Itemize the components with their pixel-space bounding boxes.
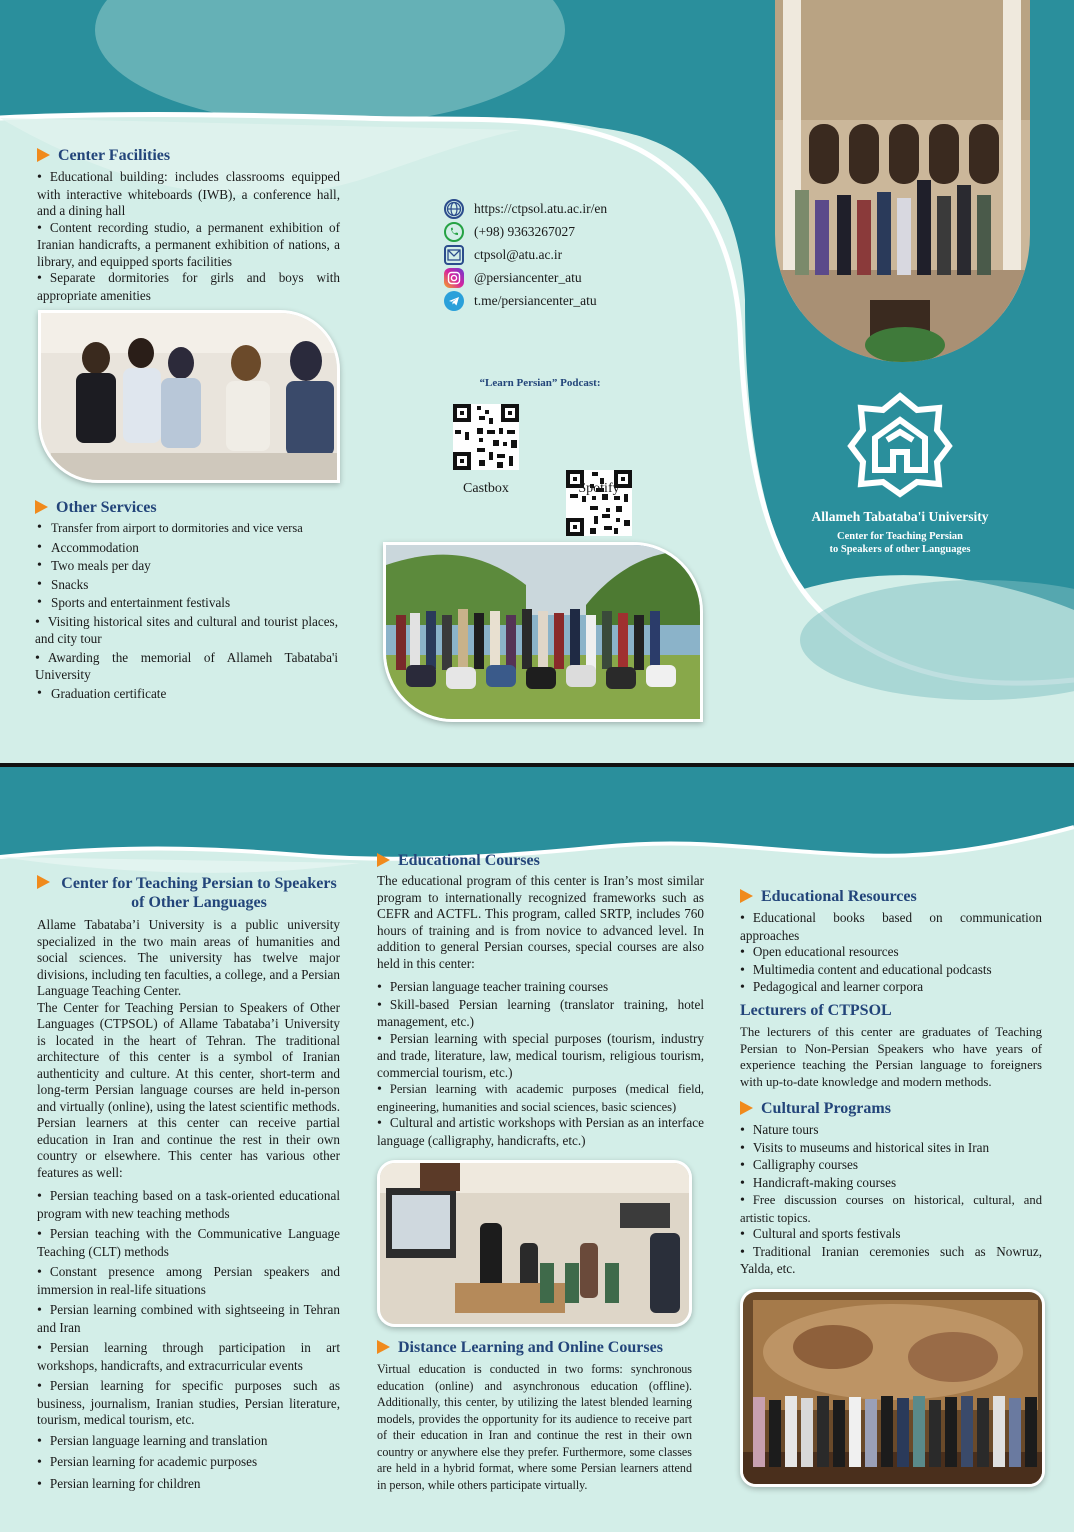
website-link[interactable]: https://ctpsol.atu.ac.ir/en — [474, 200, 608, 216]
services-list-continued — [35, 614, 338, 684]
distance-paragraph: Virtual education is conducted in two forms: synchronous education (online) and asynchronous education (offline). Additionally, this center, by utilizing the latest blended learning models, provides the opportunity for its audience to receive part of their education in Iran and continue the rest in their own country or anywhere else they prefer. Furthermore, some classes are held in a hybrid format, where some Persian learners attend in person, while others participate virtually. — [377, 1362, 692, 1492]
spotify-label: Spotify — [578, 481, 620, 496]
list-item: • Sports and entertainment festivals — [35, 595, 338, 612]
intro-features-list — [37, 1188, 340, 1493]
list-item: • Visiting historical sites and cultural and tourist places, and city tour — [35, 614, 338, 648]
university-name: Allameh Tabataba'i University — [811, 509, 989, 524]
courses-heading: Educational Courses — [377, 852, 704, 870]
list-item: • Nature tours — [740, 1122, 1042, 1140]
list-item: • Awarding the memorial of Allameh Tabataba'i University — [35, 650, 338, 684]
podcast-title: “Learn Persian” Podcast: — [479, 377, 601, 389]
list-item: • Content recording studio, a permanent exhibition of Iranian handicrafts, a permanent exhibition of nations, a library, and equipped sports facilities — [37, 220, 340, 271]
phone-number[interactable]: (+98) 9363267027 — [474, 223, 575, 239]
list-item: • Persian learning with special purposes (tourism, industry and trade, literature, law, medical tourism, religious tourism, commercial tourism, etc.) — [377, 1031, 704, 1082]
list-item: • Separate dormitories for girls and boys with appropriate amenities — [37, 270, 340, 304]
list-item: • Persian language learning and translation — [37, 1433, 340, 1451]
bullet-triangle-icon — [37, 148, 50, 162]
list-item: • Persian learning with academic purposes (medical field, engineering, humanities and social sciences, basic sciences) — [377, 1081, 704, 1115]
list-item: • Calligraphy courses — [740, 1157, 1042, 1175]
instagram-row[interactable] — [444, 266, 704, 289]
courses-list — [377, 979, 704, 1149]
list-item: • Educational books based on communication approaches — [740, 910, 1042, 944]
list-item: • Cultural and sports festivals — [740, 1226, 1042, 1244]
list-item: • Accommodation — [35, 540, 338, 557]
list-item: • Persian learning through participation in art workshops, handicrafts, and extracurricular events — [37, 1340, 340, 1374]
list-item: • Persian language teacher training courses — [377, 979, 704, 997]
spotify-qr-code[interactable] — [566, 470, 632, 536]
list-item: • Two meals per day — [35, 558, 338, 575]
palace-group-photo — [775, 0, 1030, 362]
list-item: • Persian learning combined with sightseeing in Tehran and Iran — [37, 1302, 340, 1336]
phone-row[interactable] — [444, 220, 704, 243]
list-item: • Persian learning for academic purposes — [37, 1454, 340, 1472]
list-item: • Constant presence among Persian speakers and immersion in real-life situations — [37, 1264, 340, 1298]
presentation-classroom-photo — [377, 1160, 692, 1327]
castbox-label: Castbox — [463, 481, 509, 496]
center-name-line1: Center for Teaching Persian — [837, 531, 963, 542]
list-item: • Persian teaching based on a task-oriented educational program with new teaching methods — [37, 1188, 340, 1222]
cultural-heading: Cultural Programs — [740, 1100, 1042, 1118]
globe-icon — [444, 199, 464, 219]
museum-group-photo — [740, 1289, 1045, 1487]
list-item: • Open educational resources — [740, 944, 1042, 962]
list-item: • Visits to museums and historical sites in Iran — [740, 1140, 1042, 1158]
telegram-row[interactable] — [444, 289, 704, 312]
list-item: • Graduation certificate — [35, 686, 338, 703]
distance-section — [377, 1339, 692, 1493]
resources-list — [740, 910, 1042, 997]
cultural-list — [740, 1122, 1042, 1278]
bullet-triangle-icon — [740, 1101, 753, 1115]
website-row[interactable] — [444, 197, 704, 220]
university-logo-block — [800, 390, 1000, 555]
classroom-photo — [38, 310, 340, 483]
brochure-inside-panel — [0, 767, 1074, 1532]
list-item: • Cultural and artistic workshops with Persian as an interface language (calligraphy, handicrafts, etc.) — [377, 1115, 704, 1149]
email-row[interactable] — [444, 243, 704, 266]
cultural-section — [740, 1100, 1042, 1278]
center-name-line2: to Speakers of other Languages — [829, 544, 971, 555]
list-item: • Skill-based Persian learning (translator training, hotel management, etc.) — [377, 997, 704, 1031]
mail-icon — [444, 245, 464, 265]
whatsapp-icon — [444, 222, 464, 242]
list-item: • Multimedia content and educational podcasts — [740, 962, 1042, 980]
email-address[interactable]: ctpsol@atu.ac.ir — [474, 246, 563, 262]
telegram-icon — [444, 291, 464, 311]
list-item: • Persian learning for specific purposes such as business, journalism, Iranian studies, Persian literature, tourism, medical tourism, etc. — [37, 1378, 340, 1429]
services-section — [35, 499, 338, 702]
lecturers-section — [740, 1002, 1042, 1090]
list-item: • Pedagogical and learner corpora — [740, 979, 1042, 997]
list-item: • Traditional Iranian ceremonies such as Nowruz, Yalda, etc. — [740, 1244, 1042, 1278]
outdoor-group-photo — [383, 542, 703, 722]
list-item: • Persian learning for children — [37, 1476, 340, 1494]
facilities-list — [37, 169, 340, 304]
university-logo-icon — [845, 390, 955, 500]
lecturers-paragraph: The lecturers of this center are graduates of Teaching Persian to Non-Persian Speakers who have years of experience teaching the Persian language to foreigners with up-to-date knowledge and modern methods. — [740, 1025, 1042, 1089]
list-item: • Persian teaching with the Communicative Language Teaching (CLT) methods — [37, 1226, 340, 1260]
facilities-heading: Center Facilities — [37, 147, 340, 165]
facilities-section — [37, 147, 340, 304]
list-item: • Free discussion courses on historical, cultural, and artistic topics. — [740, 1192, 1042, 1226]
telegram-link[interactable]: t.me/persiancenter_atu — [474, 292, 597, 308]
list-item: • Transfer from airport to dormitories and vice versa — [35, 520, 338, 537]
list-item: • Handicraft-making courses — [740, 1175, 1042, 1193]
intro-paragraph-1: Allame Tabataba’i University is a public university specialized in the two main areas of humanities and social sciences. The university has twelve major divisions, including ten faculties, a college, and a Persian Language Teaching Center. — [37, 917, 340, 998]
brochure-outside-panel — [0, 0, 1074, 764]
bullet-triangle-icon — [377, 853, 390, 867]
resources-heading: Educational Resources — [740, 888, 1042, 906]
contact-block — [444, 197, 704, 312]
instagram-handle[interactable]: @persiancenter_atu — [474, 269, 582, 285]
services-heading: Other Services — [35, 499, 338, 517]
bullet-triangle-icon — [37, 875, 50, 889]
bullet-triangle-icon — [377, 1340, 390, 1354]
instagram-icon — [444, 268, 464, 288]
list-item: • Snacks — [35, 577, 338, 594]
lecturers-heading: Lecturers of CTPSOL — [740, 1002, 892, 1019]
list-item: • Educational building: includes classrooms equipped with interactive whiteboards (IWB), a conference hall, and a dining hall — [37, 169, 340, 220]
intro-heading: Center for Teaching Persian to Speakers of Other Languages — [37, 874, 340, 912]
bullet-triangle-icon — [35, 500, 48, 514]
courses-section — [377, 852, 704, 1149]
bullet-triangle-icon — [740, 889, 753, 903]
services-list — [35, 520, 338, 612]
intro-paragraph-2: The Center for Teaching Persian to Speakers of Other Languages (CTPSOL) of Allame Tabataba’i University is located in the heart of Tehran. The traditional architecture of this center is a symbol of Iranian authenticity and culture. At this center, short-term and long-term Persian language courses are held in-person and virtually (online), using the latest scientific methods. Persian learners at this center can receive partial education in Iran and continue the rest in their own country or elsewhere. This center has various other features as well: — [37, 999, 340, 1180]
services-list-end — [35, 686, 338, 703]
courses-paragraph: The educational program of this center is Iran’s most similar program to internationally recognized frameworks such as CEFR and ACTFL. This program, called SRTP, includes 760 hours of training and is from novice to advanced level. In addition to general Persian courses, special courses are also held in this center: — [377, 873, 704, 971]
distance-heading: Distance Learning and Online Courses — [377, 1339, 692, 1357]
intro-section — [37, 874, 340, 1493]
resources-section — [740, 888, 1042, 997]
castbox-qr-code[interactable] — [453, 404, 519, 470]
